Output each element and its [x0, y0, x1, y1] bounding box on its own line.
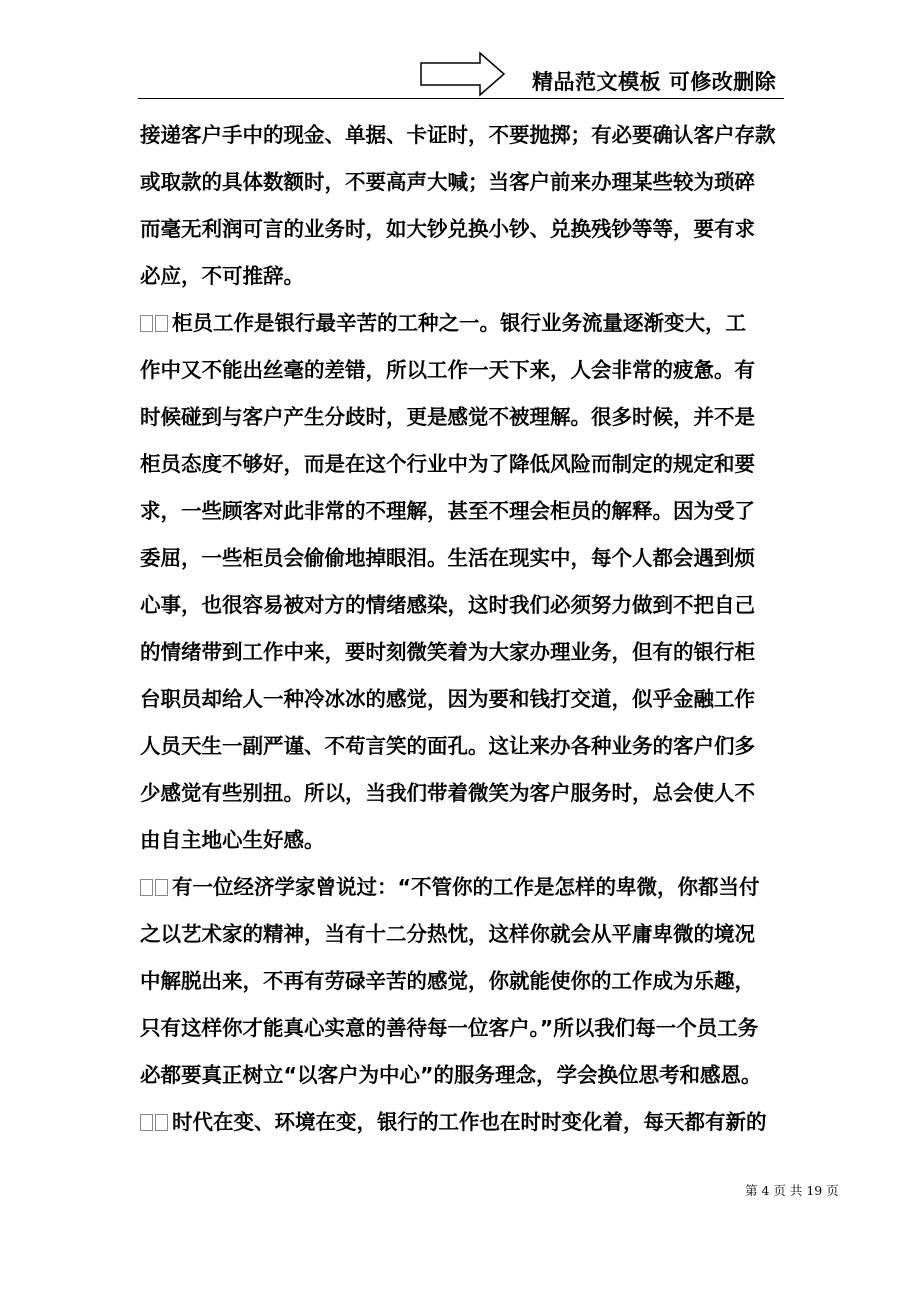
- text-line-content: 必都要真正树立“以客户为中心”的服务理念，学会换位思考和感恩。: [140, 1063, 762, 1087]
- indent-placeholder-icon: [140, 314, 172, 334]
- text-line: [140, 1052, 785, 1099]
- text-line: [140, 159, 785, 206]
- text-line-content: 心事，也很容易被对方的情绪感染，这时我们必须努力做到不把自己: [140, 593, 755, 617]
- document-body: [140, 112, 785, 1146]
- text-line: [140, 347, 785, 394]
- text-line-content: 时代在变、环境在变，银行的工作也在时时变化着，每天都有新的: [172, 1110, 767, 1134]
- text-line: [140, 582, 785, 629]
- text-line-content: 由自主地心生好感。: [140, 828, 325, 852]
- text-line-content: 作中又不能出丝毫的差错，所以工作一天下来，人会非常的疲惫。有: [140, 358, 755, 382]
- text-line: [140, 629, 785, 676]
- text-line-content: 委屈，一些柜员会偷偷地掉眼泪。生活在现实中，每个人都会遇到烦: [140, 546, 755, 570]
- text-line-content: 而毫无利润可言的业务时，如大钞兑换小钞、兑换残钞等等，要有求: [140, 217, 755, 241]
- text-line: [140, 394, 785, 441]
- text-line-content: 中解脱出来，不再有劳碌辛苦的感觉，你就能使你的工作成为乐趣，: [140, 969, 755, 993]
- text-line-content: 台职员却给人一种冷冰冰的感觉，因为要和钱打交道，似乎金融工作: [140, 687, 755, 711]
- text-line: [140, 958, 785, 1005]
- text-line-content: 柜员工作是银行最辛苦的工种之一。银行业务流量逐渐变大，工: [172, 311, 746, 335]
- text-line-content: 人员天生一副严谨、不苟言笑的面孔。这让来办各种业务的客户们多: [140, 734, 755, 758]
- arrow-right-icon: [420, 51, 506, 97]
- text-line: [140, 253, 785, 300]
- text-line: [140, 441, 785, 488]
- page-header: [0, 0, 920, 100]
- header-title: 精品范文模板 可修改删除: [532, 70, 777, 94]
- text-line: [140, 911, 785, 958]
- text-line-content: 求，一些顾客对此非常的不理解，甚至不理会柜员的解释。因为受了: [140, 499, 755, 523]
- text-line: [140, 817, 785, 864]
- text-line-content: 之以艺术家的精神，当有十二分热忱，这样你就会从平庸卑微的境况: [140, 922, 755, 946]
- text-line: [140, 112, 785, 159]
- text-line-content: 接递客户手中的现金、单据、卡证时，不要抛掷；有必要确认客户存款: [140, 123, 776, 147]
- text-line: [140, 723, 785, 770]
- indent-placeholder-icon: [140, 1113, 172, 1133]
- text-line-content: 只有这样你才能真心实意的善待每一位客户。”所以我们每一个员工务: [140, 1016, 759, 1040]
- text-line: [140, 1005, 785, 1052]
- text-line: [140, 770, 785, 817]
- text-line-content: 柜员态度不够好，而是在这个行业中为了降低风险而制定的规定和要: [140, 452, 755, 476]
- page-number: 第 4 页 共 19 页: [745, 1183, 839, 1198]
- text-line: [140, 864, 785, 911]
- text-line-content: 有一位经济学家曾说过：“不管你的工作是怎样的卑微，你都当付: [172, 875, 760, 899]
- text-line: [140, 1099, 785, 1146]
- text-line: [140, 535, 785, 582]
- text-line-content: 必应，不可推辞。: [140, 264, 304, 288]
- text-line: [140, 206, 785, 253]
- indent-placeholder-icon: [140, 878, 172, 898]
- text-line: [140, 676, 785, 723]
- header-divider: [138, 98, 784, 99]
- text-line-content: 少感觉有些别扭。所以，当我们带着微笑为客户服务时，总会使人不: [140, 781, 755, 805]
- text-line-content: 时候碰到与客户产生分歧时，更是感觉不被理解。很多时候，并不是: [140, 405, 755, 429]
- text-line-content: 的情绪带到工作中来，要时刻微笑着为大家办理业务，但有的银行柜: [140, 640, 755, 664]
- text-line-content: 或取款的具体数额时，不要高声大喊；当客户前来办理某些较为琐碎: [140, 170, 755, 194]
- text-line: [140, 488, 785, 535]
- text-line: [140, 300, 785, 347]
